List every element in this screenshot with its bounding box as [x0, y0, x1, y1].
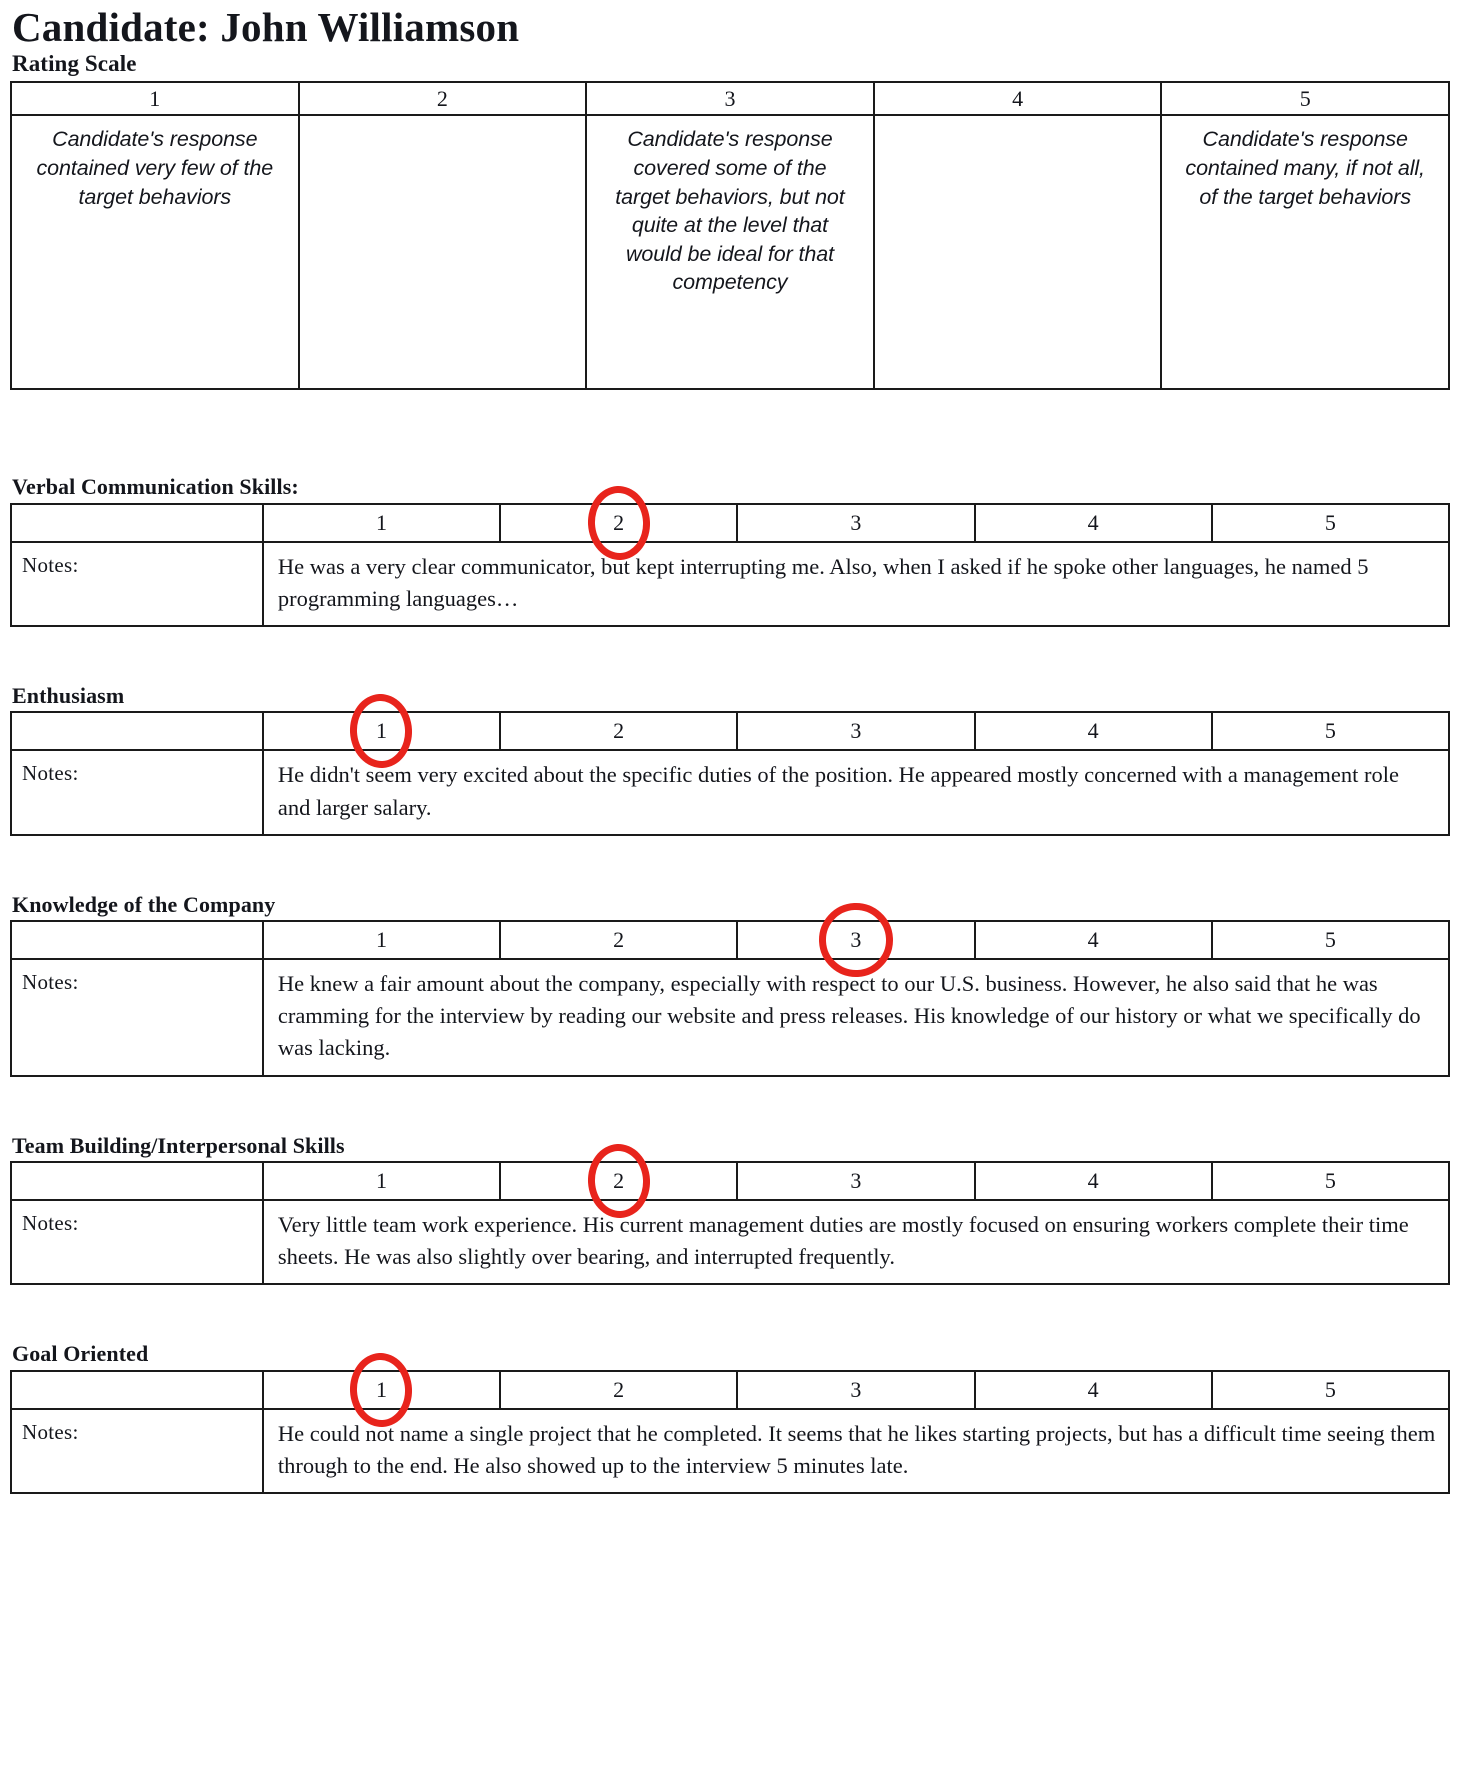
rating-scale-heading: Rating Scale: [12, 51, 137, 77]
rating-option-5[interactable]: [1212, 921, 1449, 959]
rating-option-2[interactable]: [500, 504, 737, 542]
rating-scale-description-2: [299, 115, 587, 389]
rating-option-label: 5: [1324, 1167, 1336, 1193]
rating-option-label: 5: [1324, 509, 1336, 535]
rating-option-label: 2: [613, 927, 625, 953]
competency-block: [10, 1133, 1450, 1286]
rating-scale-number-1: 1: [11, 82, 299, 115]
rating-option-4[interactable]: [975, 1371, 1212, 1409]
notes-label: Notes:: [11, 750, 263, 834]
competency-block: [10, 892, 1450, 1077]
competency-label: Enthusiasm: [12, 683, 125, 709]
rating-option-label: 3: [850, 509, 862, 535]
competency-rating-table: [10, 1161, 1450, 1285]
rating-option-label: 4: [1087, 509, 1099, 535]
rating-option-1[interactable]: [263, 712, 500, 750]
rating-option-label: 2: [613, 1376, 625, 1402]
rating-row-spacer-cell: [11, 921, 263, 959]
rating-scale-header-row: [11, 82, 1449, 115]
rating-row-spacer-cell: [11, 712, 263, 750]
notes-label: Notes:: [11, 542, 263, 626]
notes-row: [11, 750, 1449, 834]
rating-option-4[interactable]: [975, 504, 1212, 542]
rating-option-label: 4: [1087, 927, 1099, 953]
notes-label: Notes:: [11, 1200, 263, 1284]
rating-option-5[interactable]: [1212, 1371, 1449, 1409]
section-spacer: [10, 390, 1450, 474]
page-title: Candidate: John Williamson: [12, 4, 520, 50]
competency-block: [10, 1341, 1450, 1494]
rating-option-label: 1: [375, 1167, 387, 1193]
rating-option-3[interactable]: [737, 921, 974, 959]
rating-scale-number-5: 5: [1161, 82, 1449, 115]
competency-label: Knowledge of the Company: [12, 891, 276, 917]
rating-option-1[interactable]: [263, 1371, 500, 1409]
rating-option-1[interactable]: [263, 1162, 500, 1200]
rating-row-spacer-cell: [11, 504, 263, 542]
rating-scale-number-2: 2: [299, 82, 587, 115]
rating-option-5[interactable]: [1212, 712, 1449, 750]
rating-option-3[interactable]: [737, 504, 974, 542]
rating-option-label: 1: [375, 509, 387, 535]
rating-scale-description-1: Candidate's response contained very few of the target behaviors: [11, 115, 299, 389]
rating-option-label: 4: [1087, 718, 1099, 744]
competency-rating-table: [10, 711, 1450, 835]
notes-text[interactable]: He was a very clear communicator, but kept interrupting me. Also, when I asked if he spoke other languages, he named 5 programming languages…: [263, 542, 1449, 626]
notes-row: [11, 542, 1449, 626]
rating-option-3[interactable]: [737, 1162, 974, 1200]
notes-row: [11, 959, 1449, 1076]
rating-option-label: 2: [613, 509, 625, 535]
rating-row-spacer-cell: [11, 1371, 263, 1409]
notes-text[interactable]: He knew a fair amount about the company, especially with respect to our U.S. business. However, he also said that he was cramming for the interview by reading our website and press releases. His knowledge of our history or what we specifically do was lacking.: [263, 959, 1449, 1076]
notes-row: [11, 1409, 1449, 1493]
rating-row: [11, 1371, 1449, 1409]
rating-option-label: 3: [850, 1167, 862, 1193]
rating-option-3[interactable]: [737, 1371, 974, 1409]
rating-option-2[interactable]: [500, 712, 737, 750]
rating-option-label: 4: [1087, 1167, 1099, 1193]
rating-option-1[interactable]: [263, 921, 500, 959]
rating-option-label: 1: [375, 927, 387, 953]
competency-spacer: [10, 627, 1450, 683]
competency-spacer: [10, 1077, 1450, 1133]
rating-option-label: 3: [850, 718, 862, 744]
rating-option-5[interactable]: [1212, 504, 1449, 542]
rating-option-1[interactable]: [263, 504, 500, 542]
rating-option-4[interactable]: [975, 921, 1212, 959]
competency-spacer: [10, 1285, 1450, 1341]
rating-row: [11, 504, 1449, 542]
rating-option-label: 1: [375, 1376, 387, 1402]
rating-option-label: 2: [613, 1167, 625, 1193]
competency-label: Goal Oriented: [12, 1341, 149, 1367]
notes-label: Notes:: [11, 959, 263, 1076]
rating-scale-description-5: Candidate's response contained many, if not all, of the target behaviors: [1161, 115, 1449, 389]
competency-spacer: [10, 836, 1450, 892]
rating-scale-number-4: 4: [874, 82, 1162, 115]
rating-row: [11, 921, 1449, 959]
competency-label: Team Building/Interpersonal Skills: [12, 1132, 345, 1158]
competency-rating-table: [10, 503, 1450, 627]
rating-row-spacer-cell: [11, 1162, 263, 1200]
rating-option-label: 4: [1087, 1376, 1099, 1402]
rating-option-label: 5: [1324, 927, 1336, 953]
rating-option-label: 5: [1324, 718, 1336, 744]
competency-label: Verbal Communication Skills:: [12, 474, 299, 500]
competency-rating-table: [10, 920, 1450, 1077]
notes-text[interactable]: He didn't seem very excited about the specific duties of the position. He appeared mostly concerned with a management role and larger salary.: [263, 750, 1449, 834]
rating-scale-number-3: 3: [586, 82, 874, 115]
rating-scale-description-3: Candidate's response covered some of the target behaviors, but not quite at the level that would be ideal for that competency: [586, 115, 874, 389]
rating-option-2[interactable]: [500, 1162, 737, 1200]
rating-scale-table: [10, 81, 1450, 390]
rating-row: [11, 1162, 1449, 1200]
notes-text[interactable]: Very little team work experience. His current management duties are mostly focused on ensuring workers complete their time sheets. He was also slightly over bearing, and interrupted frequently.: [263, 1200, 1449, 1284]
rating-row: [11, 712, 1449, 750]
rating-option-3[interactable]: [737, 712, 974, 750]
competency-block: [10, 474, 1450, 627]
rating-option-label: 3: [850, 1376, 862, 1402]
rating-option-label: 2: [613, 718, 625, 744]
rating-option-2[interactable]: [500, 921, 737, 959]
rating-option-label: 5: [1324, 1376, 1336, 1402]
rating-option-4[interactable]: [975, 1162, 1212, 1200]
notes-text[interactable]: He could not name a single project that he completed. It seems that he likes starting projects, but has a difficult time seeing them through to the end. He also showed up to the interview 5 minutes late.: [263, 1409, 1449, 1493]
rating-option-2[interactable]: [500, 1371, 737, 1409]
competency-rating-table: [10, 1370, 1450, 1494]
rating-option-4[interactable]: [975, 712, 1212, 750]
competency-block: [10, 683, 1450, 836]
rating-option-label: 1: [375, 718, 387, 744]
rating-scale-description-4: [874, 115, 1162, 389]
notes-row: [11, 1200, 1449, 1284]
notes-label: Notes:: [11, 1409, 263, 1493]
competency-list: [10, 474, 1450, 1493]
rating-option-label: 3: [850, 927, 862, 953]
rating-option-5[interactable]: [1212, 1162, 1449, 1200]
rating-scale-description-row: [11, 115, 1449, 389]
